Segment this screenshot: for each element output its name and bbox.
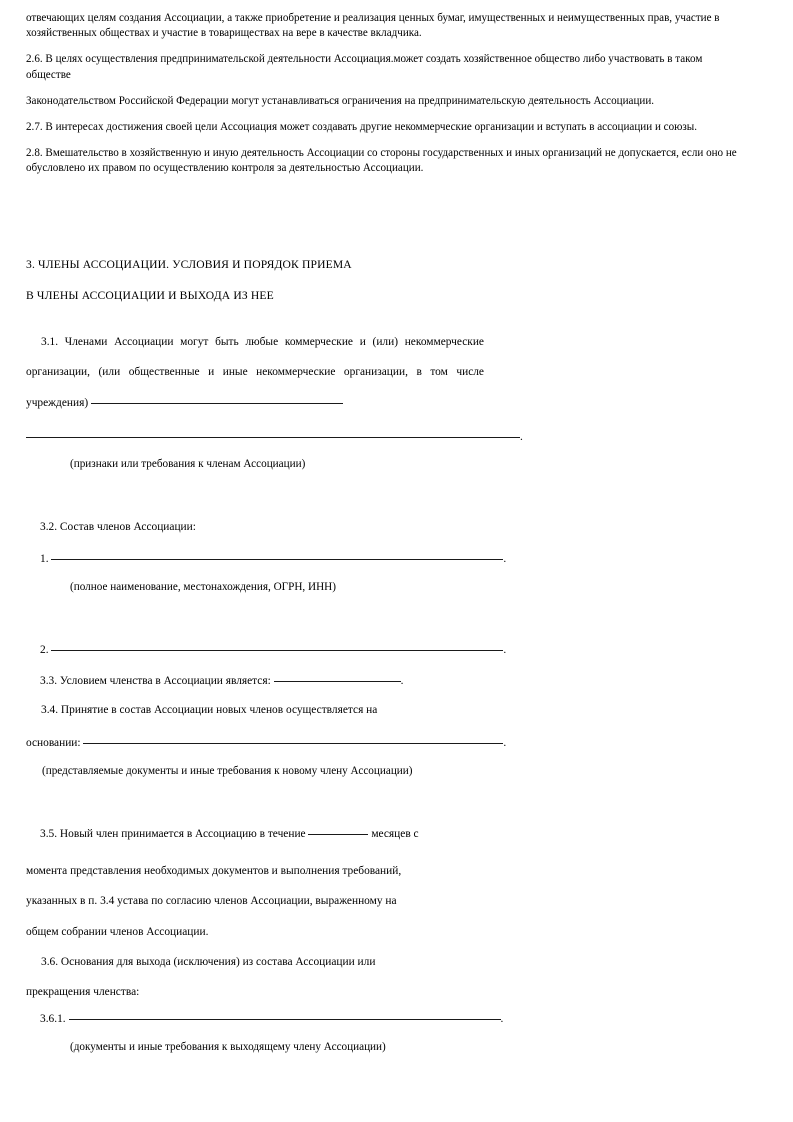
clause-3-3 [40,672,403,689]
fill-in-rule-3-6-1[interactable] [69,1010,501,1020]
clause-3-2-item-1-number: 1. [40,553,49,565]
clause-3-2-item-1-period: . [503,553,507,565]
clause-3-2-item-2 [40,641,506,658]
intro-block [26,11,742,188]
clause-3-1-note: (признаки или требования к членам Ассоциации) [70,458,306,470]
fill-in-rule-3-2-item-1[interactable] [51,550,503,560]
fill-in-rule-3-3[interactable] [274,672,401,682]
clause-3-4-body [26,703,484,718]
clause-3-5-after-blank: месяцев с [371,828,419,840]
clause-3-1-text-run: 3.1. Членами Ассоциации могут быть любые коммерческие и (или) некоммерческие организации, (или общественные и иные некоммерческие организации, в том числе учреждения) [26,336,484,409]
clause-3-1-text [26,327,484,418]
clause-3-5-before-blank: 3.5. Новый член принимается в Ассоциацию в течение [40,828,306,840]
clause-3-6-line-1-run: 3.6. Основания для выхода (исключения) из состава Ассоциации или [41,956,376,968]
clause-3-3-label: 3.3. Условием членства в Ассоциации является: [40,675,271,687]
paragraph-2-5-tail: отвечающих целям создания Ассоциации, а также приобретение и реализация ценных бумаг, имущественных и неимущественных прав, участие в хозяйственных обществах и участие в товариществах на вере в качестве вкладчика. [26,12,720,40]
paragraph-2-8: 2.8. Вмешательство в хозяйственную и иную деятельность Ассоциации со стороны государственных и иных организаций не допускается, если оно не обусловлено их правом по осуществлению контроля за деятельностью Ассоциации. [26,147,737,175]
clause-3-6-line-2: прекращения членства: [26,986,140,999]
clause-3-4-line-2 [26,734,506,751]
clause-3-5-line-4: общем собрании членов Ассоциации. [26,925,209,938]
clause-3-6-1-number: 3.6.1. [40,1013,66,1025]
clause-3-5-line-1 [40,825,419,842]
clause-3-2-item-1 [40,550,506,567]
clause-3-6-line-1 [26,947,466,977]
clause-3-1-rule-row [26,428,523,445]
fill-in-rule-3-2-item-2[interactable] [51,641,503,651]
clause-3-6-1-note: (документы и иные требования к выходящему члену Ассоциации) [70,1041,386,1053]
clause-3-4-note: (представляемые документы и иные требования к новому члену Ассоциации) [42,765,413,777]
clause-3-5-line-3: указанных в п. 3.4 устава по согласию членов Ассоциации, выраженному на [26,895,397,908]
clause-3-6-body [26,947,466,1008]
fill-in-rule-3-1-a[interactable] [91,394,343,404]
clause-3-2-item-2-period: . [503,644,507,656]
paragraph-2-6: 2.6. В целях осуществления предпринимательской деятельности Ассоциация.может создать хозяйственное общество либо участвовать в таком обществе [26,53,703,81]
clause-3-6-1 [40,1010,503,1027]
clause-3-2-note: (полное наименование, местонахождения, ОГРН, ИНН) [70,581,336,593]
clause-3-2-title: 3.2. Состав членов Ассоциации: [40,521,196,533]
clause-3-6-1-period: . [500,1013,504,1025]
section-heading-line-2: В ЧЛЕНЫ АССОЦИАЦИИ И ВЫХОДА ИЗ НЕЕ [26,289,274,302]
clause-3-1-body [26,327,484,418]
clause-3-4-line-1 [26,703,484,718]
clause-3-5-body [26,856,488,947]
paragraph-2-7: 2.7. В интересах достижения своей цели Ассоциация может создавать другие некоммерческие организации и вступать в ассоциации и союзы. [26,121,698,134]
clause-3-1-period: . [520,431,523,443]
clause-3-4-line-1-run: 3.4. Принятие в состав Ассоциации новых членов осуществляется на [41,704,378,716]
paragraph-legislation: Законодательством Российской Федерации могут устанавливаться ограничения на предпринимательскую деятельность Ассоциации. [26,94,655,107]
clause-3-5-line-2: момента представления необходимых документов и выполнения требований, [26,865,402,877]
section-heading-line-1: 3. ЧЛЕНЫ АССОЦИАЦИИ. УСЛОВИЯ И ПОРЯДОК ПРИЕМА [26,258,352,271]
clause-3-4-period: . [503,737,507,749]
fill-in-rule-3-1-b[interactable] [26,428,520,438]
fill-in-rule-3-5-months[interactable] [308,825,368,835]
clause-3-4-line-2-label: основании: [26,737,81,749]
clause-3-2-item-2-number: 2. [40,644,49,656]
fill-in-rule-3-4[interactable] [83,734,503,744]
clause-3-3-period: . [400,675,404,687]
